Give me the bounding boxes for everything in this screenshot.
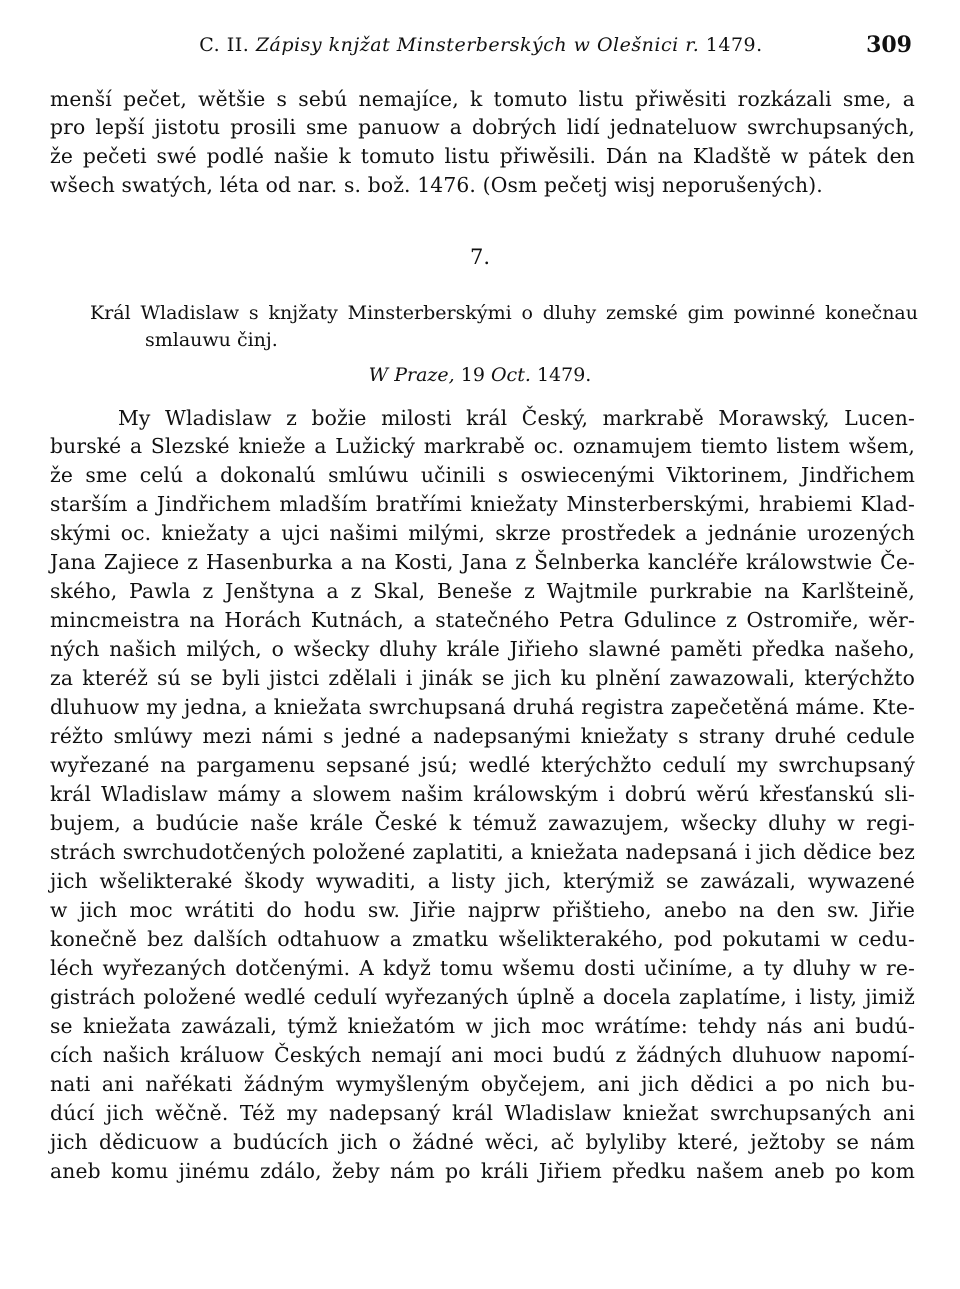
page-number: 309 <box>866 32 912 58</box>
body-line: léch wyřezaných dotčenými. A když tomu wšemu dosti učiníme, a ty dluhy w re- <box>50 956 915 980</box>
body-line: wyřezané na pargamenu sepsané jsú; wedlé kterýchžto cedulí my swrchupsaný <box>50 753 915 777</box>
body-line: réžto smlúwy mezi námi s jedné a nadepsanými kniežaty s strany druhé cedule <box>50 724 915 748</box>
body-line: že sme celú a dokonalú smlúwu učinili s oswiecenými Viktorinem, Jindřichem <box>50 463 915 487</box>
dateline-day: 19 <box>460 364 485 386</box>
body-line: za kteréž sú se byli jistci zdělali i jinák se jich ku plnění zawazowali, kterýchžto <box>50 666 915 690</box>
top-paragraph-line: pro lepší jistotu prosili sme panuow a dobrých lidí jednateluow swrchupsaných, <box>50 115 915 139</box>
body-line: král Wladislaw mámy a slowem našim králowským i dobrú wěrú křesťanskú sli- <box>50 782 915 806</box>
body-line: ského, Pawla z Jenštyna a z Skal, Beneše z Wajtmile purkrabie na Karlšteině, <box>50 579 915 603</box>
top-paragraph-line: menší pečet, wětšie s sebú nemajíce, k tomuto listu přiwěsiti rozkázali sme, a <box>50 87 915 111</box>
body-line: starším a Jindřichem mladším bratřími kniežaty Minsterberskými, hrabiemi Klad- <box>50 492 915 516</box>
body-line: se kniežata zawázali, týmž kniežatóm w jich moc wrátíme: tehdy nás ani budú- <box>50 1014 915 1038</box>
running-head <box>50 34 912 56</box>
top-paragraph-line: že pečeti swé podlé našie k tomuto listu přiwěsili. Dán na Kladště w pátek den <box>50 144 915 168</box>
running-head-title: Zápisy knjžat Minsterberských w Olešnici r. <box>255 34 700 56</box>
body-line: konečně bez dalších odtahuow a zmatku wšelikterakého, pod pokutami w cedu- <box>50 927 915 951</box>
body-line: jich dědicuow a budúcích jich o žádné wěci, ač bylyliby které, ježtoby se nám <box>50 1130 915 1154</box>
document-regest-continuation: smlauwu činj. <box>145 329 278 351</box>
body-line: nati ani nařékati žádným wymyšleným obyčejem, ani jich dědici a po nich bu- <box>50 1072 915 1096</box>
body-line: ných našich milých, o wšecky dluhy krále Jiřieho slawné paměti předka našeho, <box>50 637 915 661</box>
body-line: burské a Slezské knieže a Lužický markrabě oc. oznamujem tiemto listem wšem, <box>50 434 915 458</box>
top-paragraph-line: wšech swatých, léta od nar. s. bož. 1476. (Osm pečetj wisj neporušených). <box>50 173 823 197</box>
body-line: mincmeistra na Horách Kutnách, a statečného Petra Gdulince z Ostromiře, wěr- <box>50 608 915 632</box>
body-line: dluhuow my jedna, a kniežata swrchupsaná druhá registra zapečetěná máme. Kte- <box>50 695 915 719</box>
running-head-prefix: C. II. <box>199 34 250 56</box>
dateline-year: 1479. <box>536 364 592 386</box>
body-line: My Wladislaw z božie milosti král Český, markrabě Morawský, Lucen- <box>118 406 915 430</box>
document-regest: Král Wladislaw s knjžaty Minsterberskými o dluhy zemské gim powinné konečnau <box>90 302 918 324</box>
body-line: jich wšelikteraké škody wywaditi, a listy jich, kterýmiž se zawázali, wywazené <box>50 869 915 893</box>
body-line: bujem, a budúcie naše krále České k témuž zawazujem, wšecky dluhy w regi- <box>50 811 915 835</box>
document-number: 7. <box>469 245 491 269</box>
body-line: w jich moc wrátiti do hodu sw. Jiřie najprw přištieho, anebo na den sw. Jiřie <box>50 898 915 922</box>
body-line: skými oc. kniežaty a ujci našimi milými, skrze prostředek a jednánie urozených <box>50 521 915 545</box>
body-line: aneb komu jinému zdálo, žeby nám po králi Jiřiem předku našem aneb po kom <box>50 1159 915 1183</box>
page-header <box>50 34 912 66</box>
running-head-year: 1479. <box>705 34 763 56</box>
dateline-place: W Praze, <box>368 364 455 386</box>
body-line: cích našich králuow Českých nemají ani moci budú z žádných dluhuow napomí- <box>50 1043 915 1067</box>
body-line: dúcí jich wěčně. Též my nadepsaný král Wladislaw kniežat swrchupsaných ani <box>50 1101 915 1125</box>
document-dateline <box>0 364 960 386</box>
body-line: gistrách položené wedlé cedulí wyřezaných úplně a docela zaplatíme, i listy, jimiž <box>50 985 915 1009</box>
dateline-month: Oct. <box>490 364 531 386</box>
body-line: strách swrchudotčených položené zaplatiti, a kniežata nadepsaná i jich dědice bez <box>50 840 915 864</box>
body-line: Jana Zajiece z Hasenburka a na Kosti, Jana z Šelnberka kancléře králowstwie Če- <box>50 550 915 574</box>
